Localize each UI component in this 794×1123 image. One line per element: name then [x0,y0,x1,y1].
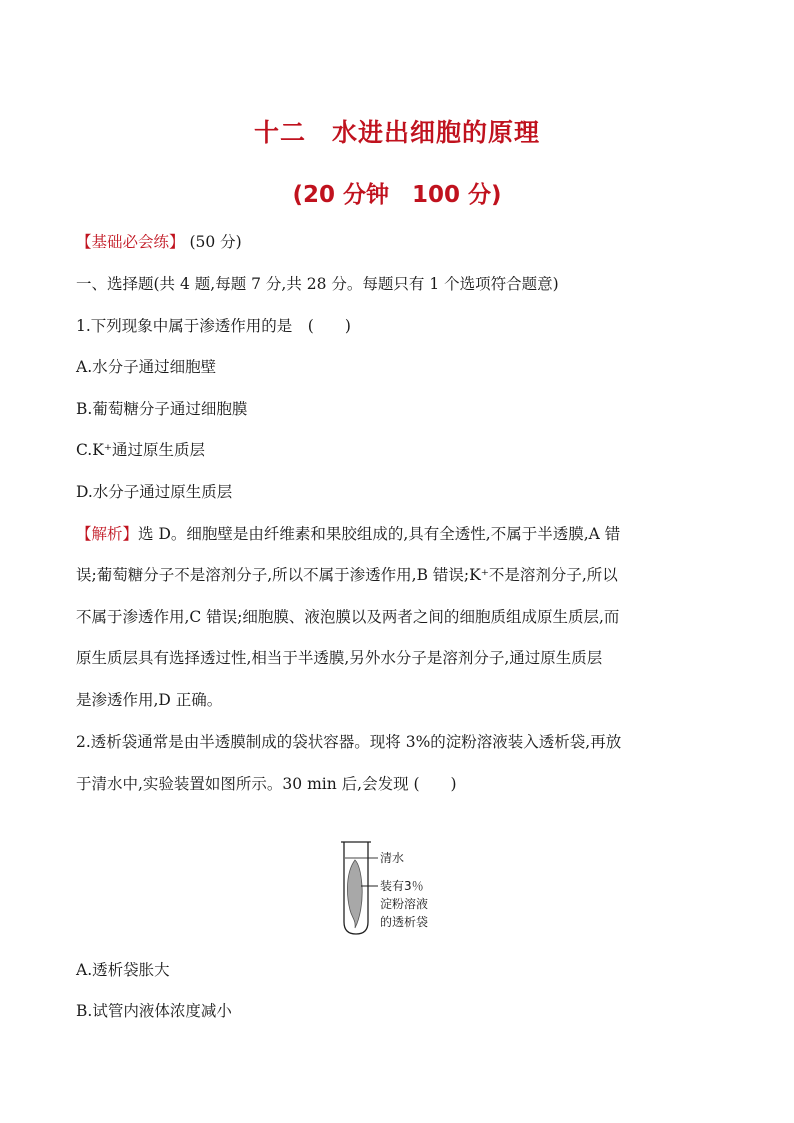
q2-option-a: A.透析袋胀大 [76,961,170,979]
page-subtitle: (20 分钟 100 分) [292,182,502,208]
section-score: (50 分) [189,233,242,251]
label-bag-line-1: 装有3％ [380,879,424,893]
q2-stem-line-2: 于清水中,实验装置如图所示。30 min 后,会发现 ( ) [76,775,457,793]
section-tag: 【基础必会练】 [76,233,185,251]
part-heading: 一、选择题(共 4 题,每题 7 分,共 28 分。每题只有 1 个选项符合题意) [76,275,559,293]
q1-analysis-line-5: 是渗透作用,D 正确。 [76,691,223,709]
label-bag-line-3: 的透析袋 [380,915,429,929]
page-title: 十二 水进出细胞的原理 [253,118,540,147]
q1-option-d: D.水分子通过原生质层 [76,483,233,501]
label-bag-line-2: 淀粉溶液 [380,897,429,911]
q1-option-b: B.葡萄糖分子通过细胞膜 [76,400,248,418]
test-tube-figure [330,836,480,940]
analysis-text: 选 D。细胞壁是由纤维素和果胶组成的,具有全透性,不属于半透膜,A 错 [138,525,621,543]
q2-stem-line-1: 2.透析袋通常是由半透膜制成的袋状容器。现将 3%的淀粉溶液装入透析袋,再放 [76,733,622,751]
analysis-tag: 【解析】 [76,525,139,543]
q1-option-c: C.K⁺通过原生质层 [76,441,205,459]
section-heading [76,232,726,252]
q1-analysis-line-1 [76,524,726,544]
q1-analysis-line-2: 误;葡萄糖分子不是溶剂分子,所以不属于渗透作用,B 错误;K⁺不是溶剂分子,所以 [76,566,618,584]
label-water: 清水 [380,851,405,865]
dialysis-bag-shape [347,860,362,928]
q1-option-a: A.水分子通过细胞壁 [76,358,217,376]
q1-analysis-line-4: 原生质层具有选择透过性,相当于半透膜,另外水分子是溶剂分子,通过原生质层 [76,649,603,667]
q2-option-b: B.试管内液体浓度减小 [76,1002,232,1020]
q1-analysis-line-3: 不属于渗透作用,C 错误;细胞膜、液泡膜以及两者之间的细胞质组成原生质层,而 [76,608,620,626]
q1-stem: 1.下列现象中属于渗透作用的是 ( ) [76,317,351,335]
